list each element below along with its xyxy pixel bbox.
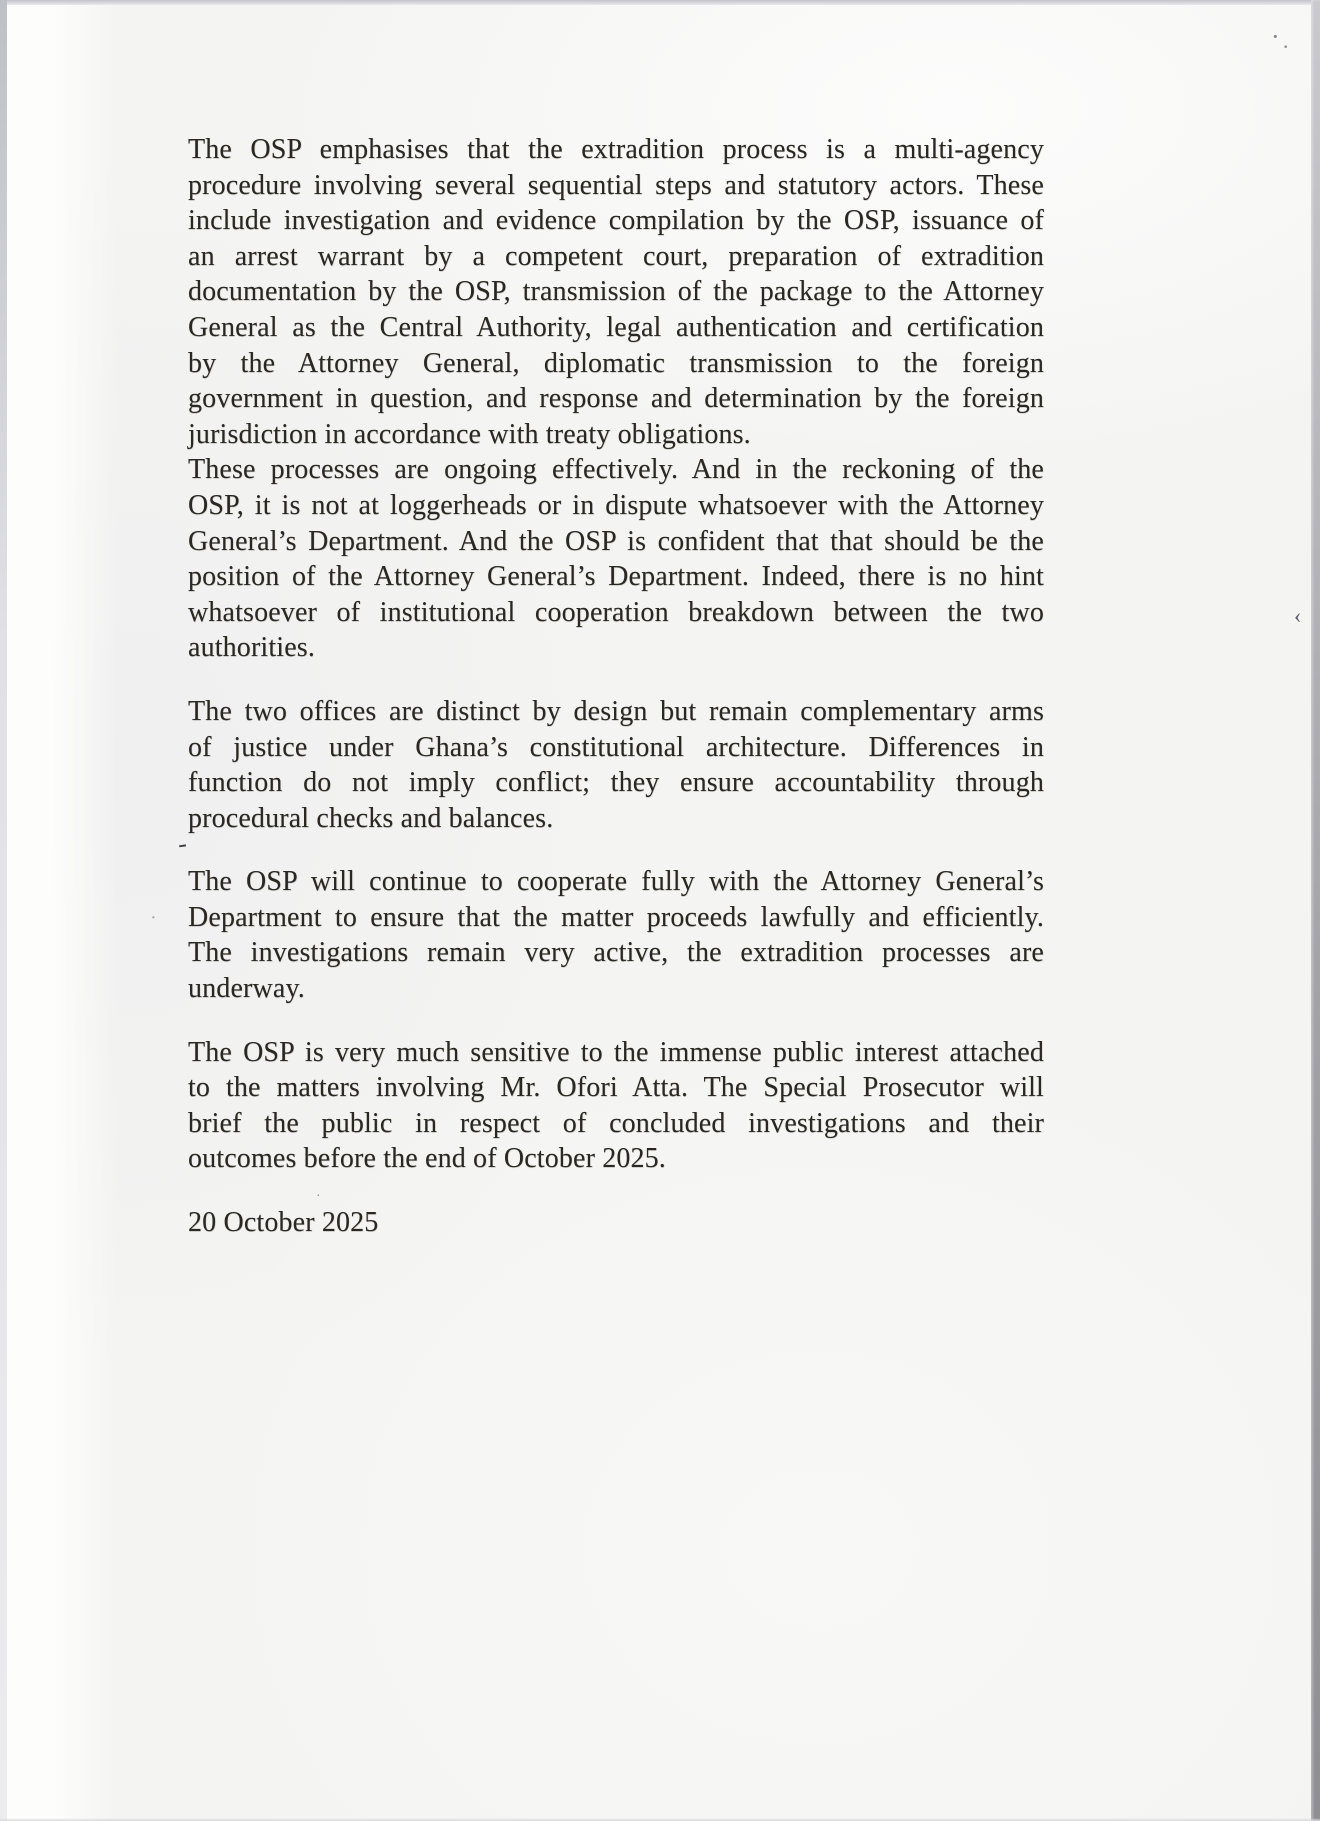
text-block [188,132,1044,1241]
paragraph [188,694,1044,836]
scan-speck-date: · [316,1189,321,1204]
text-line: underway. [188,973,305,1005]
paragraph [188,864,1044,1006]
scan-speck-top-right-1: · [1271,22,1280,51]
text-line: brief the public in respect of concluded investigations and their [188,1107,1044,1139]
text-line: jurisdiction in accordance with treaty obligations. [188,418,751,450]
page-edge-left [0,0,7,1821]
text-line: to the matters involving Mr. Ofori Atta. The Special Prosecutor will [188,1072,1044,1104]
text-line: of justice under Ghana’s constitutional architecture. Differences in [188,731,1044,763]
text-line: include investigation and evidence compilation by the OSP, issuance of [188,205,1044,237]
text-line: by the Attorney General, diplomatic transmission to the foreign [188,347,1044,379]
scan-speck-top-right-2: · [1282,34,1290,59]
text-line: General’s Department. And the OSP is confident that that should be the [188,525,1044,557]
text-line: documentation by the OSP, transmission of the package to the Attorney [188,276,1044,308]
text-line: These processes are ongoing effectively. And in the reckoning of the [188,454,1044,486]
text-line: procedural checks and balances. [188,802,554,834]
paragraph [188,452,1044,666]
text-line: The two offices are distinct by design but remain complementary arms [188,695,1044,727]
text-line: position of the Attorney General’s Department. Indeed, there is no hint [188,561,1044,593]
text-line: General as the Central Authority, legal authentication and certification [188,311,1044,343]
scan-mark-right-chevron: ‹ [1294,603,1302,628]
text-line: procedure involving several sequential steps and statutory actors. These [188,169,1044,201]
text-line: function do not imply conflict; they ensure accountability through [188,767,1044,799]
scan-light-strip [7,5,117,1821]
date-line: 20 October 2025 [188,1207,379,1239]
text-line: government in question, and response and determination by the foreign [188,383,1044,415]
paragraphs-container [188,132,1044,1177]
text-line: The investigations remain very active, the extradition processes are [188,937,1044,969]
text-line: outcomes before the end of October 2025. [188,1143,666,1175]
text-line: The OSP is very much sensitive to the immense public interest attached [188,1036,1044,1068]
text-line: OSP, it is not at loggerheads or in dispute whatsoever with the Attorney [188,489,1044,521]
page-edge-right [1311,0,1320,1821]
page-edge-top [0,0,1320,5]
text-line: an arrest warrant by a competent court, preparation of extradition [188,240,1044,272]
text-line: authorities. [188,632,315,664]
scan-speck-left-margin: · [150,907,157,929]
scan-mark-left-dash: - [175,828,189,859]
paragraph [188,132,1044,452]
paragraph [188,1035,1044,1177]
text-line: whatsoever of institutional cooperation breakdown between the two [188,596,1044,628]
text-line: The OSP emphasises that the extradition process is a multi-agency [188,134,1044,165]
text-line: Department to ensure that the matter proceeds lawfully and efficiently. [188,901,1044,933]
text-line: The OSP will continue to cooperate fully with the Attorney General’s [188,866,1044,898]
